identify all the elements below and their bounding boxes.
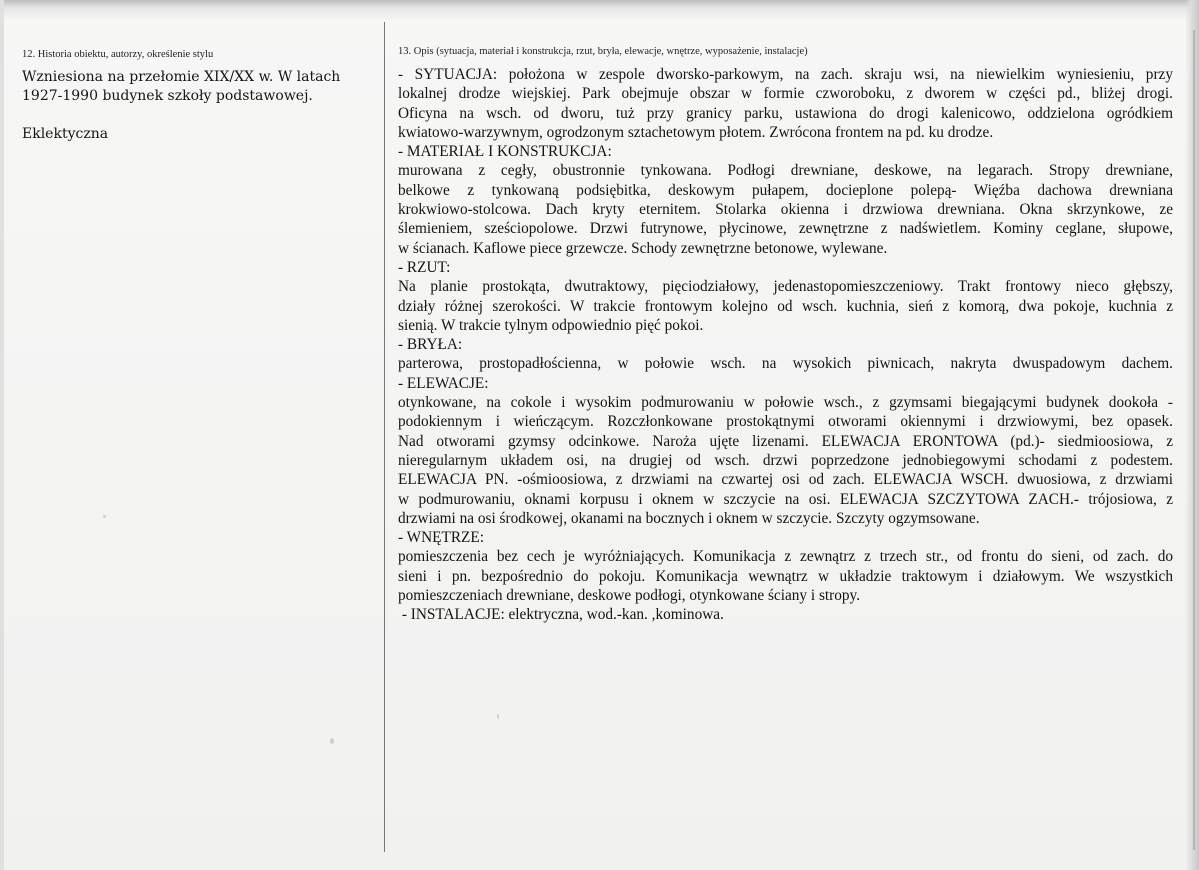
description-line: lokalnej drodze wiejskiej. Park obejmuje obszar w formie czworoboku, z dworem w części pd., bliżej drogi. xyxy=(398,85,1173,103)
description-line: drzwiami na osi środkowej, okanami na bocznych i oknem w szczycie. Szczyty ogzymsowane. xyxy=(398,509,980,527)
description-text xyxy=(398,65,1173,625)
scan-edge-right-line xyxy=(1193,30,1195,850)
scan-speck xyxy=(103,515,106,518)
scan-edge-left xyxy=(0,0,4,870)
history-text xyxy=(22,68,372,144)
history-line-1: Wzniesiona na przełomie XIX/XX w. W latach xyxy=(22,69,341,85)
section-label-plan: - RZUT: xyxy=(398,258,451,276)
description-line: murowana z cegły, obustronnie tynkowana. Podłogi drewniane, deskowe, na legarach. Stropy drewniane, xyxy=(398,162,1173,180)
description-line: sienią. W trakcie tylnym odpowiednio pięć pokoi. xyxy=(398,316,704,334)
section-13-heading: 13. Opis (sytuacja, materiał i konstrukcja, rzut, bryła, elewacje, wnętrze, wyposażenie, instalacje) xyxy=(398,46,808,57)
section-label-installations: - INSTALACJE: elektryczna, wod.-kan. ,kominowa. xyxy=(398,606,724,624)
style-text: Eklektyczna xyxy=(22,126,109,142)
section-13-description xyxy=(398,45,1173,625)
scan-speck xyxy=(330,738,334,744)
description-line: ELEWACJA PN. -ośmioosiowa, z drzwiami na czwartej osi od zach. ELEWACJA WSCH. dwuosiowa, z drzwiami xyxy=(398,471,1173,489)
description-line: podokiennym i wieńczącym. Rozczłonkowane prostokątnymi otworami okiennymi i drzwiowymi, bez opasek. xyxy=(398,413,1173,431)
section-label-elevations: - ELEWACJE: xyxy=(398,374,489,392)
description-line: kwiatowo-warzywnym, ogrodzonym sztachetowym płotem. Zwrócona frontem na pd. ku drodze. xyxy=(398,123,994,141)
description-line: krokwiowo-stolcowa. Dach kryty eternitem. Stolarka okienna i drzwiowa drewniana. Okna skrzynkowe, ze xyxy=(398,201,1173,219)
description-line: Nad otworami gzymsy odcinkowe. Naroża ujęte lizenami. ELEWACJA ERONTOWA (pd.)- siedmioosiowa, z xyxy=(398,432,1173,450)
description-line: działy różnej szerokości. W trakcie frontowym kolejno od wsch. kuchnia, sień z komorą, dwa pokoje, kuchnia z xyxy=(398,297,1173,315)
description-line: sieni i pn. bezpośrednio do pokoju. Komunikacja wewnątrz w układzie traktowym i działowym. We wszystkich xyxy=(398,567,1173,585)
description-line: nieregularnym układem osi, na drugiej od wsch. drzwi poprzedzone jednobiegowymi schodami z podestem. xyxy=(398,451,1173,469)
description-line: pomieszczenia bez cech je wyróżniających. Komunikacja z zewnątrz z trzech str., od frontu do sieni, od zach. do xyxy=(398,548,1173,566)
section-12-history xyxy=(22,48,372,144)
description-line: w ścianach. Kaflowe piece grzewcze. Schody zewnętrzne betonowe, wylewane. xyxy=(398,239,888,257)
section-label-interior: - WNĘTRZE: xyxy=(398,529,484,547)
scan-edge-top xyxy=(0,0,1199,20)
history-line-2: 1927-1990 budynek szkoły podstawowej. xyxy=(22,88,313,104)
description-line: Na planie prostokąta, dwutraktowy, pięciodziałowy, jedenastopomieszczeniowy. Trakt frontowy nieco głębszy, xyxy=(398,278,1173,296)
description-line: pomieszczeniach drewniane, deskowe podłogi, otynkowane ściany i stropy. xyxy=(398,587,861,605)
section-label-material: - MATERIAŁ I KONSTRUKCJA: xyxy=(398,143,612,161)
section-label-form: - BRYŁA: xyxy=(398,336,463,354)
description-line: otynkowane, na cokole i wysokim podmurowaniu w połowie wsch., z gzymsami biegającymi budynek dookoła - xyxy=(398,394,1173,412)
description-line: - SYTUACJA: położona w zespole dworsko-parkowym, na zach. skraju wsi, na niewielkim wyniesieniu, przy xyxy=(398,66,1173,83)
section-12-heading: 12. Historia obiektu, autorzy, określenie stylu xyxy=(22,49,214,60)
description-line: belkowe z tynkowaną podsiębitka, deskowym pułapem, docieplone polepą- Więźba dachowa drewniana xyxy=(398,181,1173,199)
column-divider xyxy=(384,22,385,852)
description-line: parterowa, prostopadłościenna, w połowie wsch. na wysokich piwnicach, nakryta dwuspadowym dachem. xyxy=(398,355,1173,373)
description-line: w podmurowaniu, oknami korpusu i oknem w szczycie na osi. ELEWACJA SZCZYTOWA ZACH.- trójosiowa, z xyxy=(398,490,1173,508)
scan-speck xyxy=(497,714,499,719)
description-line: Oficyna na wsch. od dworu, tuż przy granicy parku, ustawiona do drogi kalenicowo, oddzielona ogródkiem xyxy=(398,104,1173,122)
description-line: ślemieniem, sześciopolowe. Drzwi futrynowe, płycinowe, zewnętrzne z nadświetlem. Kominy ceglane, słupowe, xyxy=(398,220,1173,238)
scan-edge-right xyxy=(1185,0,1199,870)
